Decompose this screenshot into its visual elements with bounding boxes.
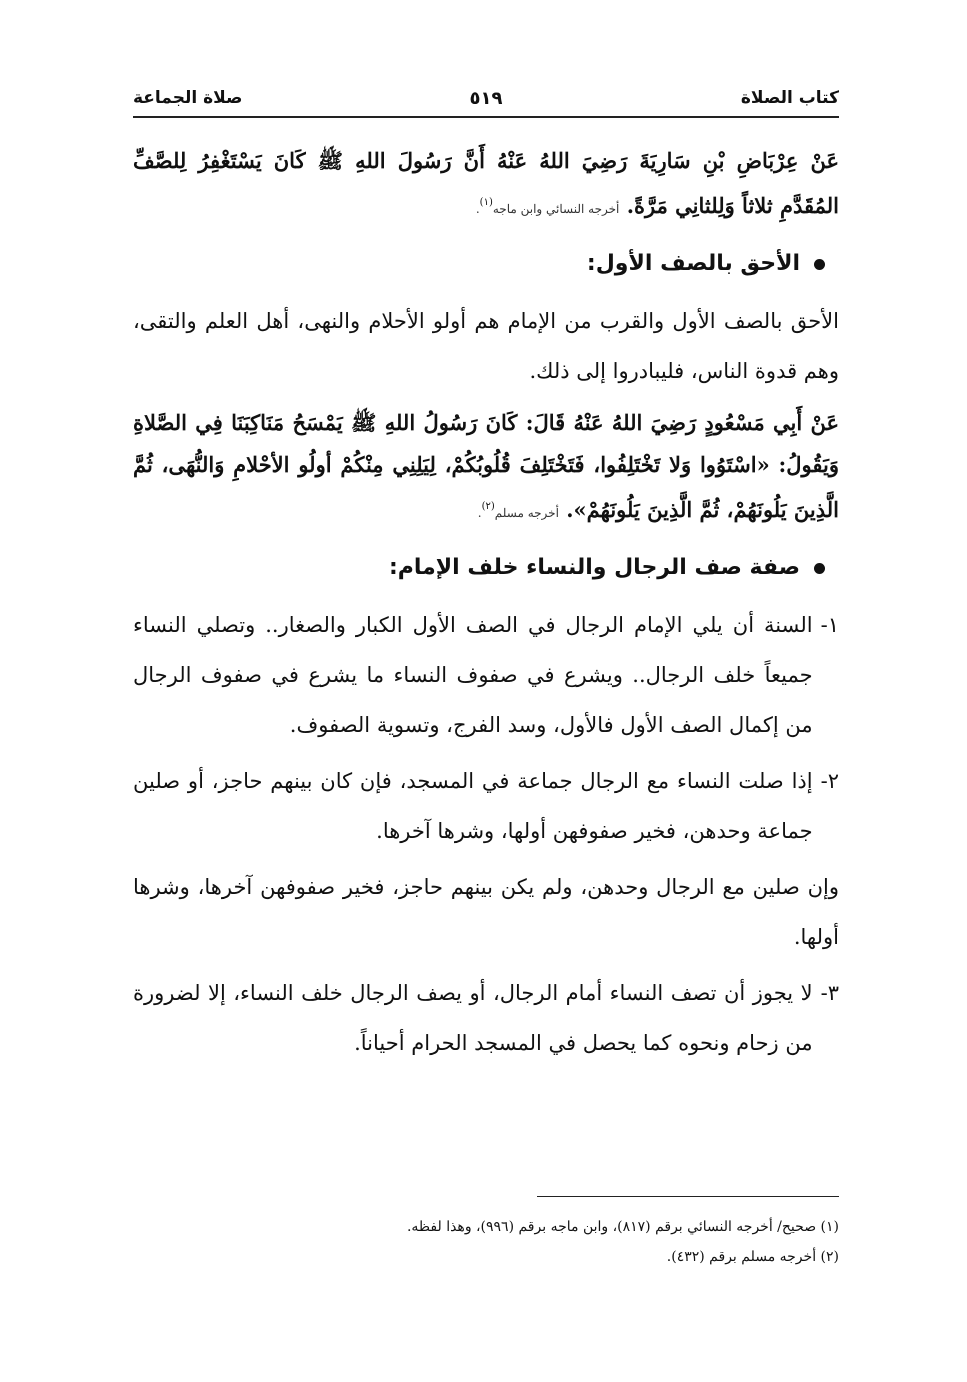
book-section-title: كتاب الصلاة bbox=[740, 88, 839, 108]
first-row-paragraph: الأحق بالصف الأول والقرب من الإمام هم أولو الأحلام والنهى، أهل العلم والتقى، وهم قدوة الناس، فليبادروا إلى ذلك. bbox=[133, 309, 839, 383]
list-item-text: إذا صلت النساء مع الرجال جماعة في المسجد، فإن كان بينهم حاجز، أو صلين جماعة وحدهن، فخير صفوفهن أولها، وشرها آخرها. bbox=[133, 769, 813, 843]
bullet-icon bbox=[814, 259, 825, 270]
list-item bbox=[133, 756, 839, 856]
continuation-paragraph: وإن صلين مع الرجال وحدهن، ولم يكن بينهم حاجز، فخير صفوفهن آخرها، وشرها أولها. bbox=[133, 875, 839, 949]
footnote-2: (٢) أخرجه مسلم برقم (٤٣٢). bbox=[666, 1249, 839, 1265]
list-item-number: ٣- bbox=[820, 981, 839, 1005]
page-body bbox=[133, 140, 839, 1074]
section-heading-rows-arrangement-text: صفة صف الرجال والنساء خلف الإمام: bbox=[389, 555, 800, 580]
hadith-irbad-source: أخرجه النسائي وابن ماجه bbox=[492, 202, 620, 216]
footnote-1: (١) صحيح/ أخرجه النسائي برقم (٨١٧)، وابن ماجه برقم (٩٩٦)، وهذا لفظه. bbox=[406, 1219, 839, 1235]
bullet-icon bbox=[814, 563, 825, 574]
hadith-abu-masud-text: عَنْ أَبِي مَسْعُودٍ رَضِيَ اللهُ عَنْهُ قَالَ: كَانَ رَسُولُ اللهِ ﷺ يَمْسَحُ مَنَاكِبَنَا فِي الصَّلاةِ وَيَقُولُ: «اسْتَوُوا وَلا تَخْتَلِفُوا، فَتَخْتَلِفَ قُلُوبُكُمْ، لِيَلِنِي مِنْكُمْ أولُو الأحْلامِ وَالنُّهَى، ثُمَّ الَّذِينَ يَلُونَهُمْ، ثُمَّ الَّذِينَ يَلُونَهُمْ». bbox=[133, 410, 839, 522]
hadith-irbad-text: عَنْ عِرْبَاضِ بْنِ سَارِيَةَ رَضِيَ اللهُ عَنْهُ أَنَّ رَسُولَ اللهِ ﷺ كَانَ يَسْتَغْفِرُ لِلصَّفِّ المُقَدَّمِ ثلاثاً وَلِلثانِي مَرَّةً. bbox=[133, 148, 839, 218]
footnote-ref-1[interactable]: (١) bbox=[479, 197, 493, 208]
running-head bbox=[133, 84, 839, 118]
chapter-title: صلاة الجماعة bbox=[133, 88, 243, 108]
section-heading-first-row bbox=[133, 238, 839, 290]
hadith-irbad: عَنْ عِرْبَاضِ بْنِ سَارِيَةَ رَضِيَ اللهُ عَنْهُ أَنَّ رَسُولَ اللهِ ﷺ كَانَ يَسْتَغْفِرُ لِلصَّفِّ المُقَدَّمِ ثلاثاً وَلِلثانِي مَرَّةً. أخرجه النسائي وابن ماجه$^{(١)}$. bbox=[133, 148, 839, 218]
hadith-abu-masud: عَنْ أَبِي مَسْعُودٍ رَضِيَ اللهُ عَنْهُ قَالَ: كَانَ رَسُولُ اللهِ ﷺ يَمْسَحُ مَنَاكِبَنَا فِي الصَّلاةِ وَيَقُولُ: «اسْتَوُوا وَلا تَخْتَلِفُوا، فَتَخْتَلِفَ قُلُوبُكُمْ، لِيَلِنِي مِنْكُمْ أولُو الأحْلامِ وَالنُّهَى، ثُمَّ الَّذِينَ يَلُونَهُمْ، ثُمَّ الَّذِينَ يَلُونَهُمْ». أخرجه مسلم$^{(٢)}$. bbox=[133, 410, 839, 522]
list-item bbox=[133, 968, 839, 1068]
section-heading-rows-arrangement bbox=[133, 542, 839, 594]
hadith-abu-masud-source: أخرجه مسلم bbox=[494, 506, 559, 520]
section-heading-first-row-text: الأحق بالصف الأول: bbox=[586, 251, 800, 276]
list-item-text: السنة أن يلي الإمام الرجال في الصف الأول الكبار والصغار.. وتصلي النساء جميعاً خلف الرجال.. ويشرع في صفوف النساء ما يشرع في صفوف الرجال من إكمال الصف الأول فالأول، وسد الفرج، وتسوية الصفوف. bbox=[133, 613, 813, 737]
list-item bbox=[133, 600, 839, 750]
list-item-text: لا يجوز أن تصف النساء أمام الرجال، أو يصف الرجال خلف النساء، إلا لضرورة من زحام ونحوه كما يحصل في المسجد الحرام أحياناً. bbox=[133, 981, 813, 1055]
page-number: ٥١٩ bbox=[469, 88, 503, 109]
footnotes bbox=[133, 1212, 839, 1272]
footnote-ref-2[interactable]: (٢) bbox=[481, 501, 495, 512]
list-item-number: ٢- bbox=[820, 769, 839, 793]
list-item-number: ١- bbox=[820, 613, 839, 637]
footnote-separator bbox=[537, 1196, 839, 1197]
